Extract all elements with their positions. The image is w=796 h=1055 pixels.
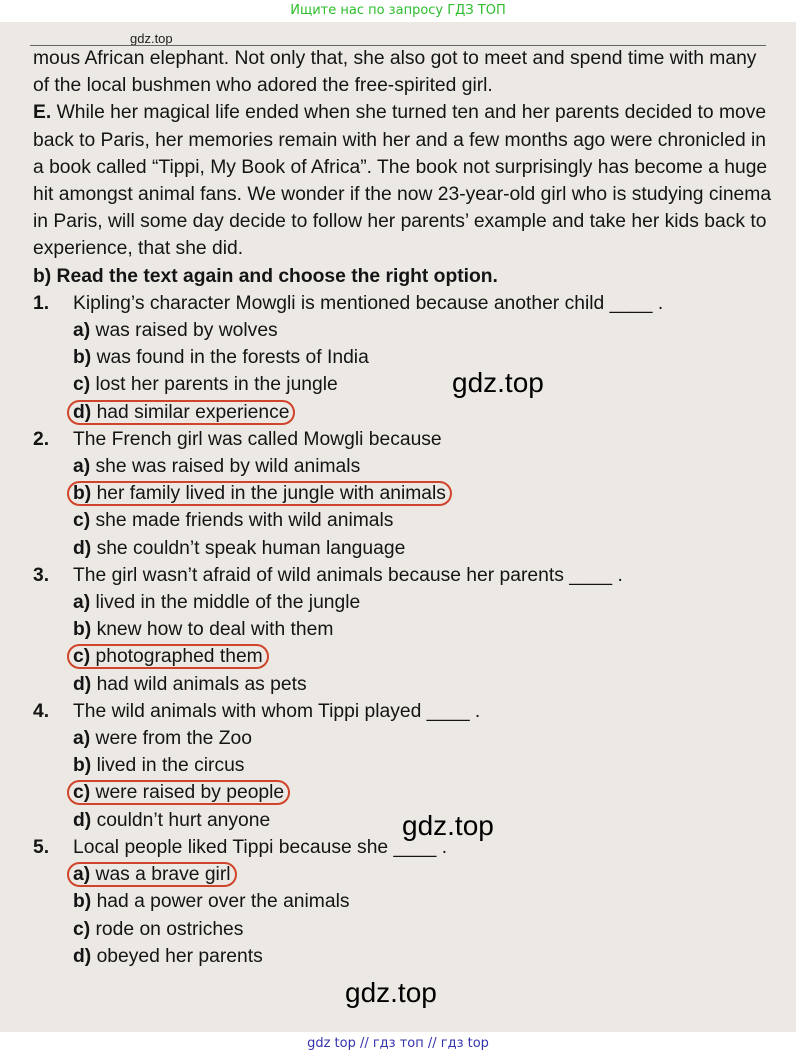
question-2 bbox=[33, 426, 773, 562]
option-text: photographed them bbox=[95, 646, 263, 668]
question-number: 1. bbox=[33, 292, 50, 314]
option-text: had wild animals as pets bbox=[96, 673, 307, 695]
question-5 bbox=[33, 834, 773, 970]
task-heading: b) Read the text again and choose the right option. bbox=[33, 265, 498, 287]
paragraph-e bbox=[33, 99, 773, 262]
option-body bbox=[73, 755, 244, 776]
option-letter: d) bbox=[73, 537, 92, 559]
option-5-d[interactable] bbox=[33, 943, 773, 970]
option-text: was raised by wolves bbox=[95, 320, 278, 342]
selected-answer-circle bbox=[69, 483, 450, 504]
option-letter: c) bbox=[73, 646, 91, 668]
question-number: 2. bbox=[33, 428, 50, 450]
option-text: her family lived in the jungle with animals bbox=[96, 483, 446, 505]
option-4-c[interactable] bbox=[33, 779, 773, 806]
option-1-d[interactable] bbox=[33, 399, 773, 426]
option-2-d[interactable] bbox=[33, 535, 773, 562]
option-body bbox=[73, 456, 360, 477]
option-2-c[interactable] bbox=[33, 507, 773, 534]
option-5-b[interactable] bbox=[33, 888, 773, 915]
paragraph-e-text: While her magical life ended when she turned ten and her parents decided to move back to Paris, her memories remain with her and a few months ago were chronicled in a book called “Tippi, My Book of Africa”. The book not surprisingly has become a huge hit amongst animal fans. We wonder if the now 23-year-old girl who is studying cinema in Paris, will some day decide to follow her parents’ example and take her kids back to experience, that she did. bbox=[33, 102, 772, 260]
option-3-b[interactable] bbox=[33, 616, 773, 643]
option-letter: d) bbox=[73, 401, 92, 423]
option-letter: b) bbox=[73, 619, 92, 641]
option-letter: a) bbox=[73, 320, 91, 342]
option-text: lived in the circus bbox=[96, 755, 245, 777]
option-5-c[interactable] bbox=[33, 916, 773, 943]
question-text: The French girl was called Mowgli because bbox=[73, 428, 442, 450]
watermark-1: gdz.top bbox=[452, 367, 544, 398]
paragraph-d-end: mous African elephant. Not only that, she also got to meet and spend time with many of the local bushmen who adored the free-spirited girl. bbox=[33, 48, 757, 97]
question-text: Local people liked Tippi because she ____ . bbox=[73, 836, 448, 858]
option-3-d[interactable] bbox=[33, 671, 773, 698]
selected-answer-circle bbox=[69, 646, 267, 667]
question-stem bbox=[33, 562, 773, 589]
question-number: 3. bbox=[33, 564, 50, 586]
top-banner[interactable]: Ищите нас по запросу ГДЗ ТОП bbox=[290, 3, 506, 18]
option-5-a[interactable] bbox=[33, 861, 773, 888]
option-2-b[interactable] bbox=[33, 480, 773, 507]
option-text: was a brave girl bbox=[95, 864, 231, 886]
option-body bbox=[73, 891, 350, 912]
question-stem bbox=[33, 698, 773, 725]
question-stem bbox=[33, 290, 773, 317]
option-letter: a) bbox=[73, 864, 91, 886]
question-list bbox=[33, 290, 773, 970]
option-body bbox=[73, 347, 369, 368]
option-body bbox=[73, 538, 405, 559]
selected-answer-circle bbox=[69, 402, 293, 423]
option-body bbox=[73, 919, 243, 940]
option-letter: d) bbox=[73, 809, 92, 831]
option-body bbox=[73, 510, 393, 531]
option-text: rode on ostriches bbox=[95, 918, 244, 940]
option-letter: b) bbox=[73, 347, 92, 369]
option-letter: a) bbox=[73, 592, 91, 614]
question-text: The wild animals with whom Tippi played ____ . bbox=[73, 700, 481, 722]
watermark-2: gdz.top bbox=[402, 810, 494, 841]
option-4-b[interactable] bbox=[33, 752, 773, 779]
option-letter: c) bbox=[73, 510, 91, 532]
site-tag: gdz.top bbox=[130, 31, 173, 46]
option-letter: c) bbox=[73, 918, 91, 940]
selected-answer-circle bbox=[69, 864, 235, 885]
option-text: she couldn’t speak human language bbox=[96, 537, 406, 559]
option-1-c[interactable] bbox=[33, 371, 773, 398]
option-text: were raised by people bbox=[95, 782, 285, 804]
option-letter: b) bbox=[73, 755, 92, 777]
option-text: was found in the forests of India bbox=[96, 347, 369, 369]
selected-answer-circle bbox=[69, 782, 288, 803]
option-1-a[interactable] bbox=[33, 317, 773, 344]
option-text: obeyed her parents bbox=[96, 945, 263, 967]
option-letter: b) bbox=[73, 483, 92, 505]
option-text: lost her parents in the jungle bbox=[95, 374, 338, 396]
option-text: couldn’t hurt anyone bbox=[96, 809, 271, 831]
option-text: she was raised by wild animals bbox=[95, 456, 361, 478]
option-letter: c) bbox=[73, 374, 91, 396]
option-text: lived in the middle of the jungle bbox=[95, 592, 361, 614]
bottom-banner[interactable]: gdz top // гдз топ // гдз top bbox=[307, 1036, 489, 1051]
option-letter: c) bbox=[73, 782, 91, 804]
option-body bbox=[73, 946, 263, 967]
question-stem bbox=[33, 426, 773, 453]
question-number: 4. bbox=[33, 700, 50, 722]
option-3-a[interactable] bbox=[33, 589, 773, 616]
option-body bbox=[73, 374, 338, 395]
option-text: had similar experience bbox=[96, 401, 290, 423]
option-body bbox=[73, 728, 252, 749]
question-number: 5. bbox=[33, 836, 50, 858]
option-1-b[interactable] bbox=[33, 344, 773, 371]
option-text: were from the Zoo bbox=[95, 728, 252, 750]
option-letter: d) bbox=[73, 945, 92, 967]
paragraph-e-letter: E. bbox=[33, 102, 52, 124]
question-text: The girl wasn’t afraid of wild animals because her parents ____ . bbox=[73, 564, 623, 586]
watermark-3: gdz.top bbox=[345, 977, 437, 1008]
option-letter: a) bbox=[73, 456, 91, 478]
option-4-a[interactable] bbox=[33, 725, 773, 752]
option-letter: b) bbox=[73, 891, 92, 913]
option-2-a[interactable] bbox=[33, 453, 773, 480]
option-body bbox=[73, 320, 278, 341]
option-body bbox=[73, 810, 270, 831]
option-text: had a power over the animals bbox=[96, 891, 350, 913]
option-3-c[interactable] bbox=[33, 643, 773, 670]
option-letter: a) bbox=[73, 728, 91, 750]
question-3 bbox=[33, 562, 773, 698]
option-text: knew how to deal with them bbox=[96, 619, 334, 641]
option-body bbox=[73, 619, 333, 640]
option-text: she made friends with wild animals bbox=[95, 510, 394, 532]
textbook-page bbox=[0, 22, 796, 1032]
option-body bbox=[73, 674, 307, 695]
question-1 bbox=[33, 290, 773, 426]
option-body bbox=[73, 592, 360, 613]
question-text: Kipling’s character Mowgli is mentioned because another child ____ . bbox=[73, 292, 664, 314]
option-letter: d) bbox=[73, 673, 92, 695]
